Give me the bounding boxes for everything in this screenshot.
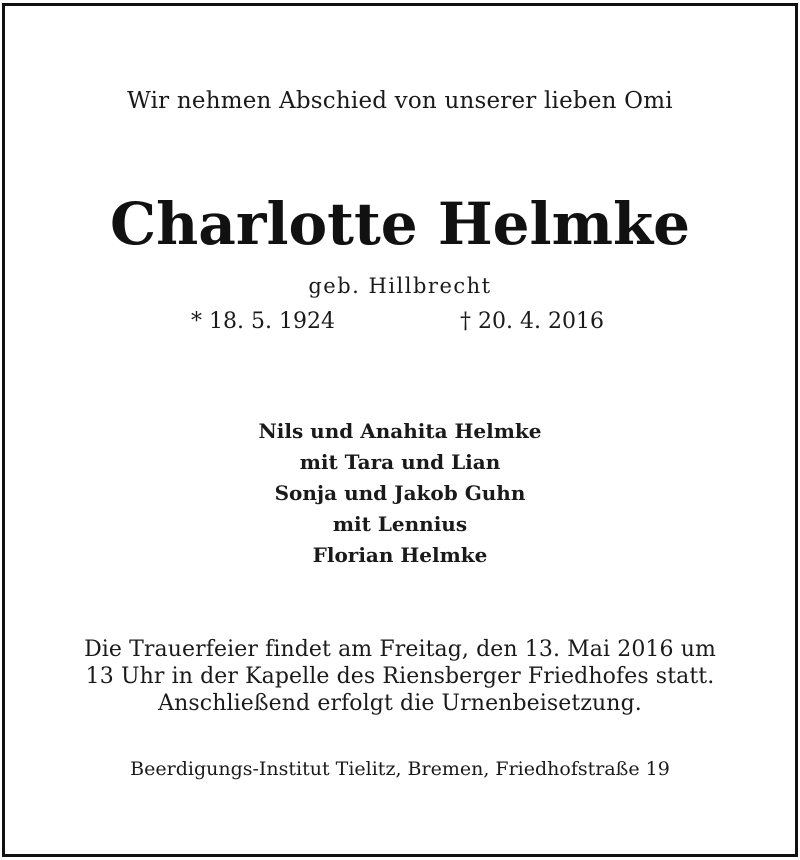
service-line: Anschließend erfolgt die Urnenbeisetzung. — [158, 691, 642, 716]
mourner-line: Nils und Anahita Helmke — [258, 419, 542, 443]
obituary-notice — [2, 3, 798, 857]
service-line: 13 Uhr in der Kapelle des Riensberger Friedhofes statt. — [85, 664, 715, 689]
service-line: Die Trauerfeier findet am Freitag, den 13. Mai 2016 um — [84, 637, 716, 662]
mourner-line: mit Lennius — [332, 512, 468, 536]
mourners-list — [5, 416, 795, 571]
maiden-name: geb. Hillbrecht — [308, 274, 492, 298]
intro-text: Wir nehmen Abschied von unserer lieben Omi — [127, 88, 673, 114]
funeral-service-info — [5, 636, 795, 717]
mourner-line: Florian Helmke — [312, 543, 488, 567]
funeral-home-info: Beerdigungs-Institut Tielitz, Bremen, Friedhofstraße 19 — [130, 758, 670, 780]
deceased-name: Charlotte Helmke — [109, 190, 691, 258]
death-date: † 20. 4. 2016 — [460, 309, 604, 334]
mourner-line: mit Tara und Lian — [299, 450, 501, 474]
mourner-line: Sonja und Jakob Guhn — [274, 481, 526, 505]
birth-date: * 18. 5. 1924 — [191, 309, 335, 334]
